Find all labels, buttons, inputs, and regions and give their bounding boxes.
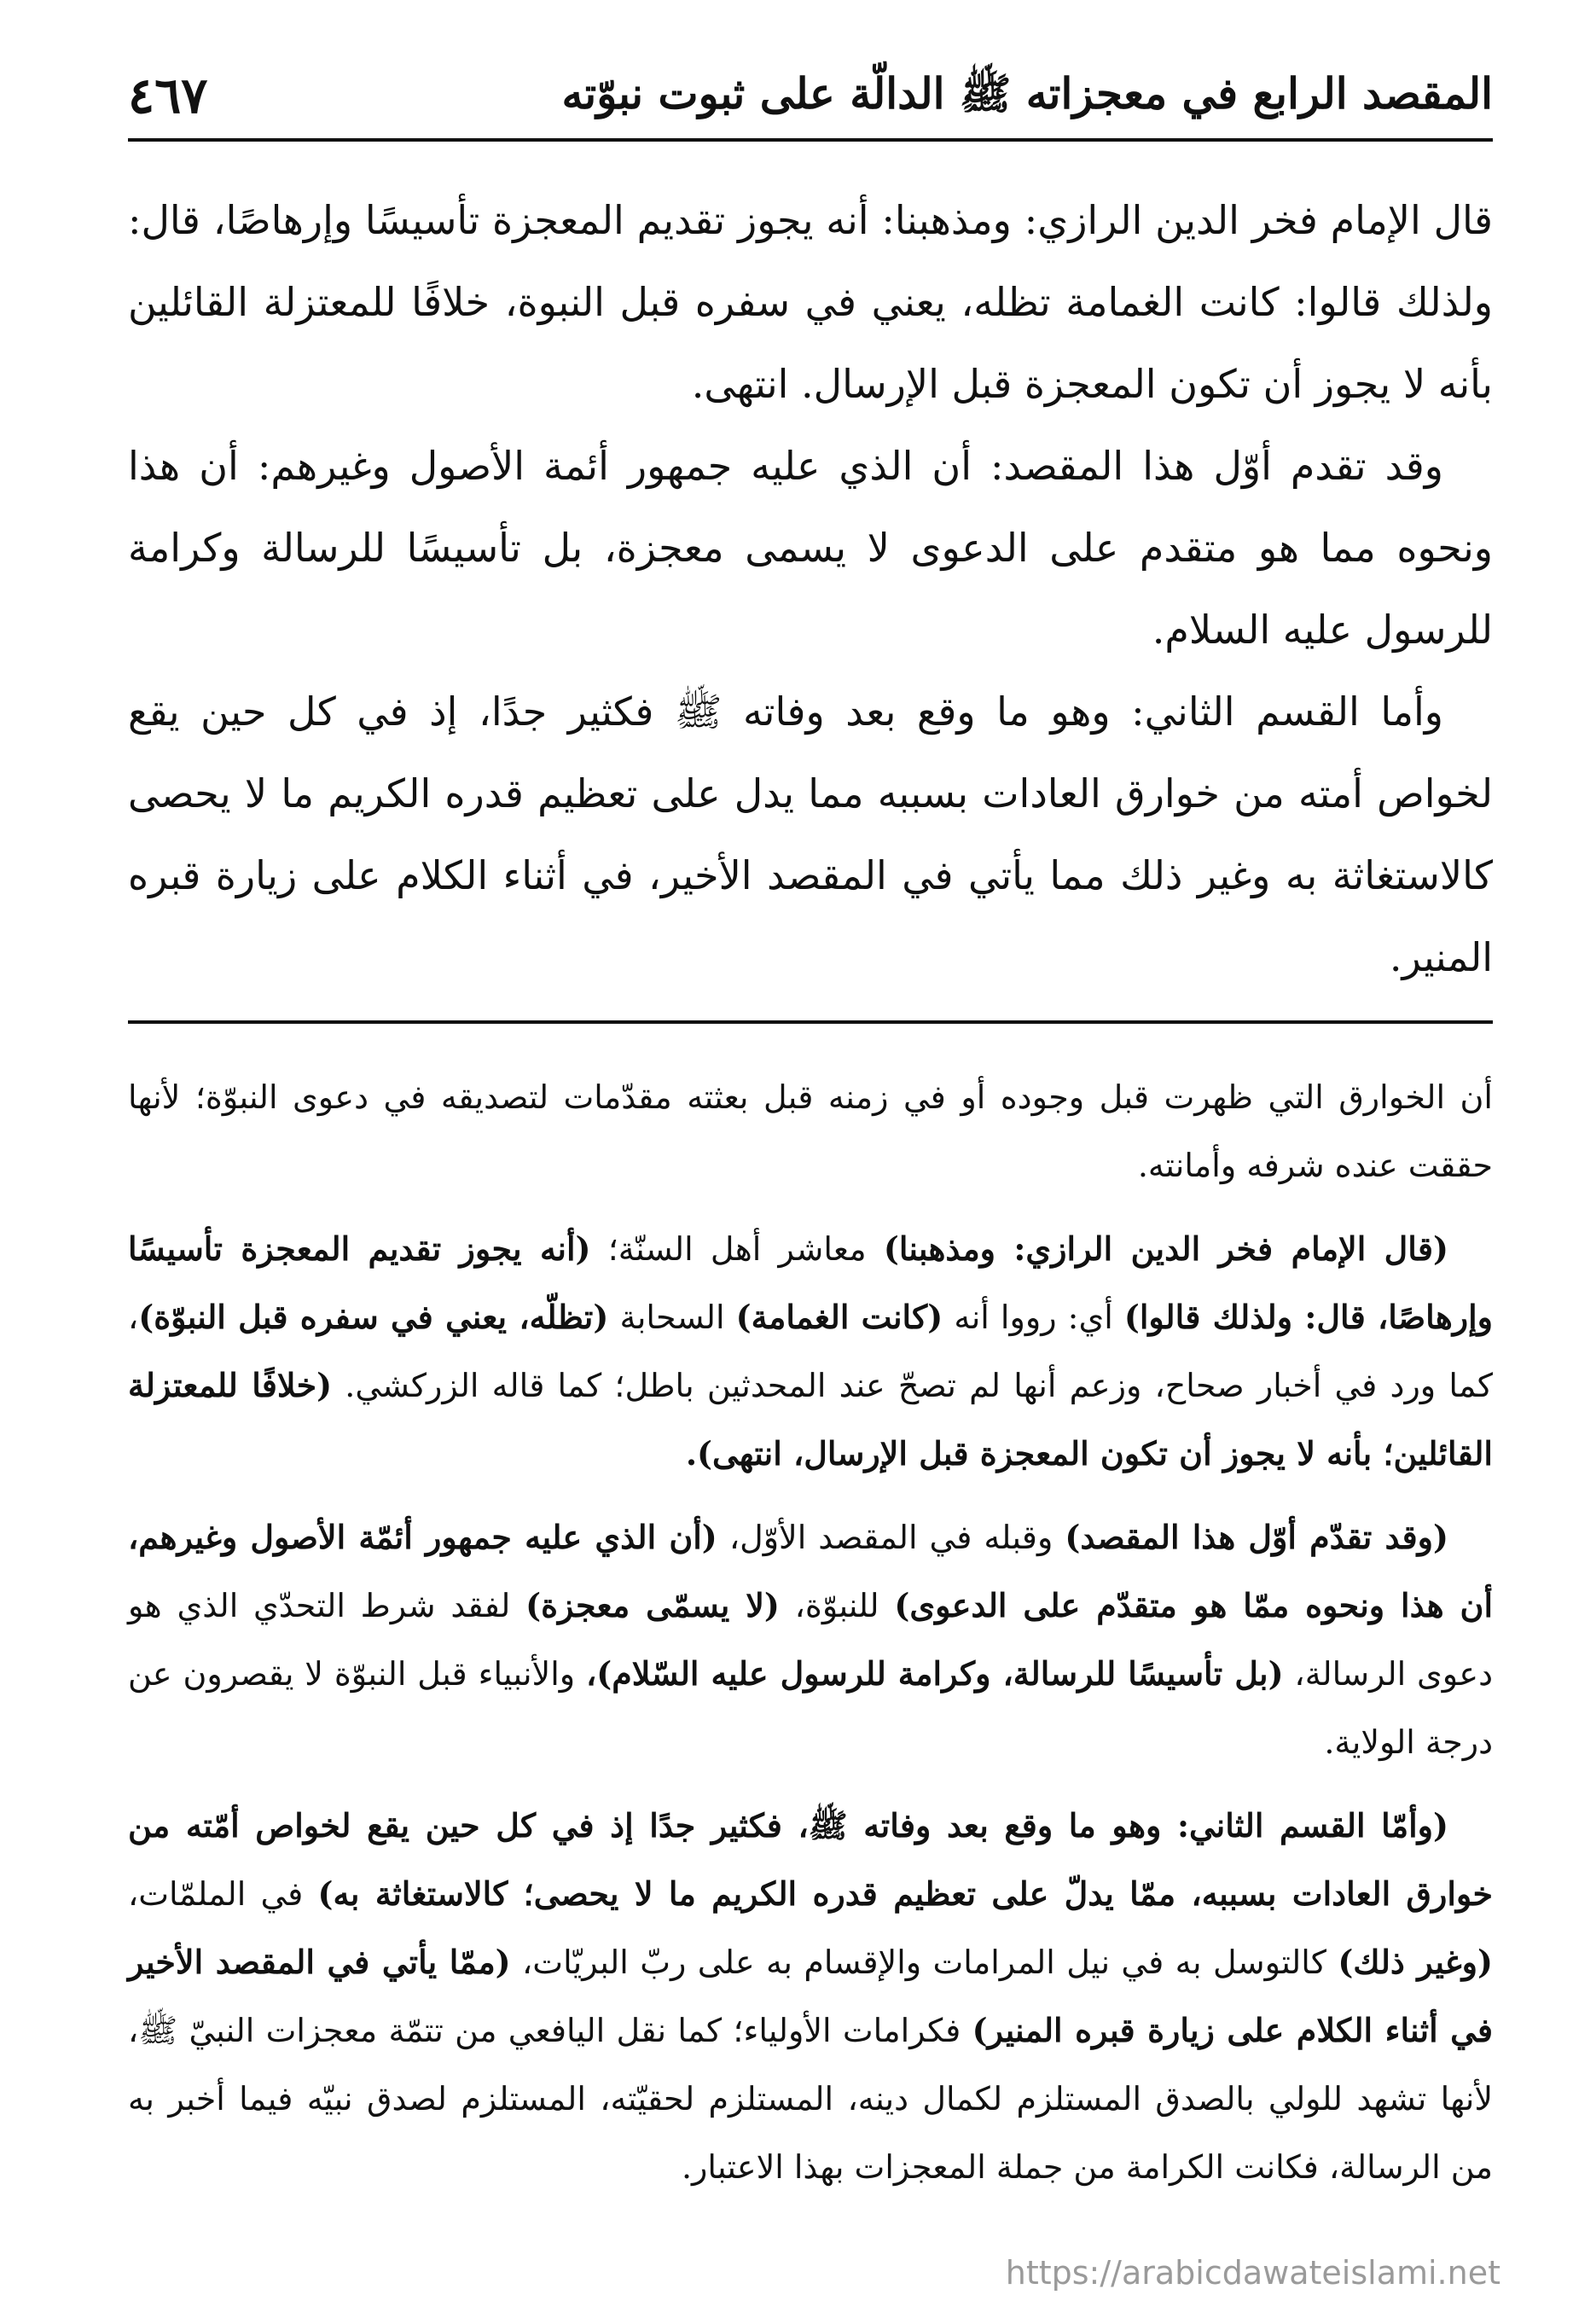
quoted-text: (قال الإمام فخر الدين الرازي: ومذهبنا)	[883, 1229, 1448, 1268]
commentary-text: في الملمّات،	[128, 1875, 318, 1913]
commentary-text: ، كما ورد في أخبار صحاح، وزعم أنها لم تصحّ عند المحدثين باطل؛ كما قاله الزركشي.	[128, 1299, 1493, 1404]
quoted-text: (تظلّه، يعني في سفره قبل النبوّة)	[138, 1298, 609, 1336]
quoted-text: (أن الذي عليه جمهور أئمّة الأصول وغيرهم، أن هذا ونحوه ممّا هو متقدّم على الدعوى)	[128, 1518, 1493, 1624]
main-paragraph-3: وأما القسم الثاني: وهو ما وقع بعد وفاته ﷺ فكثير جدًا، إذ في كل حين يقع لخواص أمته من خوارق العادات بسببه مما يدل على تعظيم قدره الكريم ما لا يحصى كالاستغاثة به وغير ذلك مما يأتي في المقصد الأخير، في أثناء الكلام على زيارة قبره المنير.	[128, 688, 1493, 980]
main-paragraph-2: وقد تقدم أوّل هذا المقصد: أن الذي عليه جمهور أئمة الأصول وغيرهم: أن هذا ونحوه مما هو متقدم على الدعوى لا يسمى معجزة، بل تأسيسًا للرسالة وكرامة للرسول عليه السلام.	[128, 443, 1493, 653]
commentary-section	[128, 1063, 1493, 2201]
commentary-paragraph-2	[128, 1215, 1493, 1488]
quoted-text: (كانت الغمامة)	[735, 1298, 943, 1336]
commentary-paragraph-1: أن الخوارق التي ظهرت قبل وجوده أو في زمنه قبل بعثته مقدّمات لتصديقه في دعوى النبوّة؛ لأنها حققت عنده شرفه وأمانته.	[128, 1078, 1493, 1184]
quoted-text: (وغير ذلك)	[1338, 1943, 1494, 1981]
quoted-text: (أنه يجوز تقديم المعجزة تأسيسًا وإرهاصًا، قال: ولذلك قالوا)	[128, 1229, 1493, 1336]
main-text	[128, 179, 1493, 998]
footnote-divider	[128, 1020, 1493, 1024]
quoted-text: (ممّا يأتي في المقصد الأخير في أثناء الكلام على زيارة قبره المنير)	[128, 1943, 1493, 2049]
quoted-text: (بل تأسيسًا للرسالة، وكرامة للرسول عليه السّلام)،	[585, 1654, 1284, 1693]
commentary-text: وقبله في المقصد الأوّل،	[717, 1519, 1065, 1556]
quoted-text: (خلافًا للمعتزلة القائلين؛ بأنه لا يجوز أن تكون المعجزة قبل الإرسال، انتهى).	[128, 1366, 1493, 1473]
commentary-text: كالتوسل به في نيل المرامات والإقسام به على ربّ البريّات،	[510, 1943, 1338, 1981]
page-number: ٤٦٧	[128, 67, 208, 125]
commentary-text: السحابة	[608, 1299, 736, 1336]
quoted-text: (لا يسمّى معجزة)	[525, 1586, 780, 1624]
commentary-text: أي: رووا أنه	[943, 1299, 1124, 1336]
quoted-text: (وأمّا القسم الثاني: وهو ما وقع بعد وفاته ﷺ، فكثير جدًا إذ في كل حين يقع لخواص أمّته من خوارق العادات بسببه، ممّا يدلّ على تعظيم قدره الكريم ما لا يحصى؛ كالاستغاثة به)	[128, 1806, 1493, 1913]
commentary-text: فكرامات الأولياء؛ كما نقل اليافعي من تتمّة معجزات النبيّ ﷺ، لأنها تشهد للولي بالصدق المستلزم لكمال دينه، المستلزم لحقيّته، المستلزم لصدق نبيّه فيما أخبر به من الرسالة، فكانت الكرامة من جملة المعجزات بهذا الاعتبار.	[128, 2012, 1493, 2186]
commentary-paragraph-3	[128, 1503, 1493, 1776]
main-paragraph-1: قال الإمام فخر الدين الرازي: ومذهبنا: أنه يجوز تقديم المعجزة تأسيسًا وإرهاصًا، قال: ولذلك قالوا: كانت الغمامة تظله، يعني في سفره قبل النبوة، خلافًا للمعتزلة القائلين بأنه لا يجوز أن تكون المعجزة قبل الإرسال. انتهى.	[128, 197, 1493, 407]
watermark-url: https://arabicdawateislami.net	[1005, 2254, 1500, 2292]
page-header	[128, 60, 1493, 145]
commentary-text: والأنبياء قبل النبوّة لا يقصرون عن درجة الولاية.	[128, 1655, 1493, 1761]
running-title: المقصد الرابع في معجزاته ﷺ الدالّة على ثبوت نبوّته	[561, 68, 1493, 119]
quoted-text: (وقد تقدّم أوّل هذا المقصد)	[1065, 1518, 1448, 1556]
header-rule	[128, 138, 1493, 142]
commentary-text: للنبوّة،	[779, 1587, 895, 1624]
commentary-text: معاشر أهل السنّة؛	[590, 1230, 884, 1268]
commentary-paragraph-4	[128, 1792, 1493, 2201]
commentary-text: لفقد شرط التحدّي الذي هو دعوى الرسالة،	[128, 1587, 1493, 1693]
book-page	[128, 60, 1493, 2295]
